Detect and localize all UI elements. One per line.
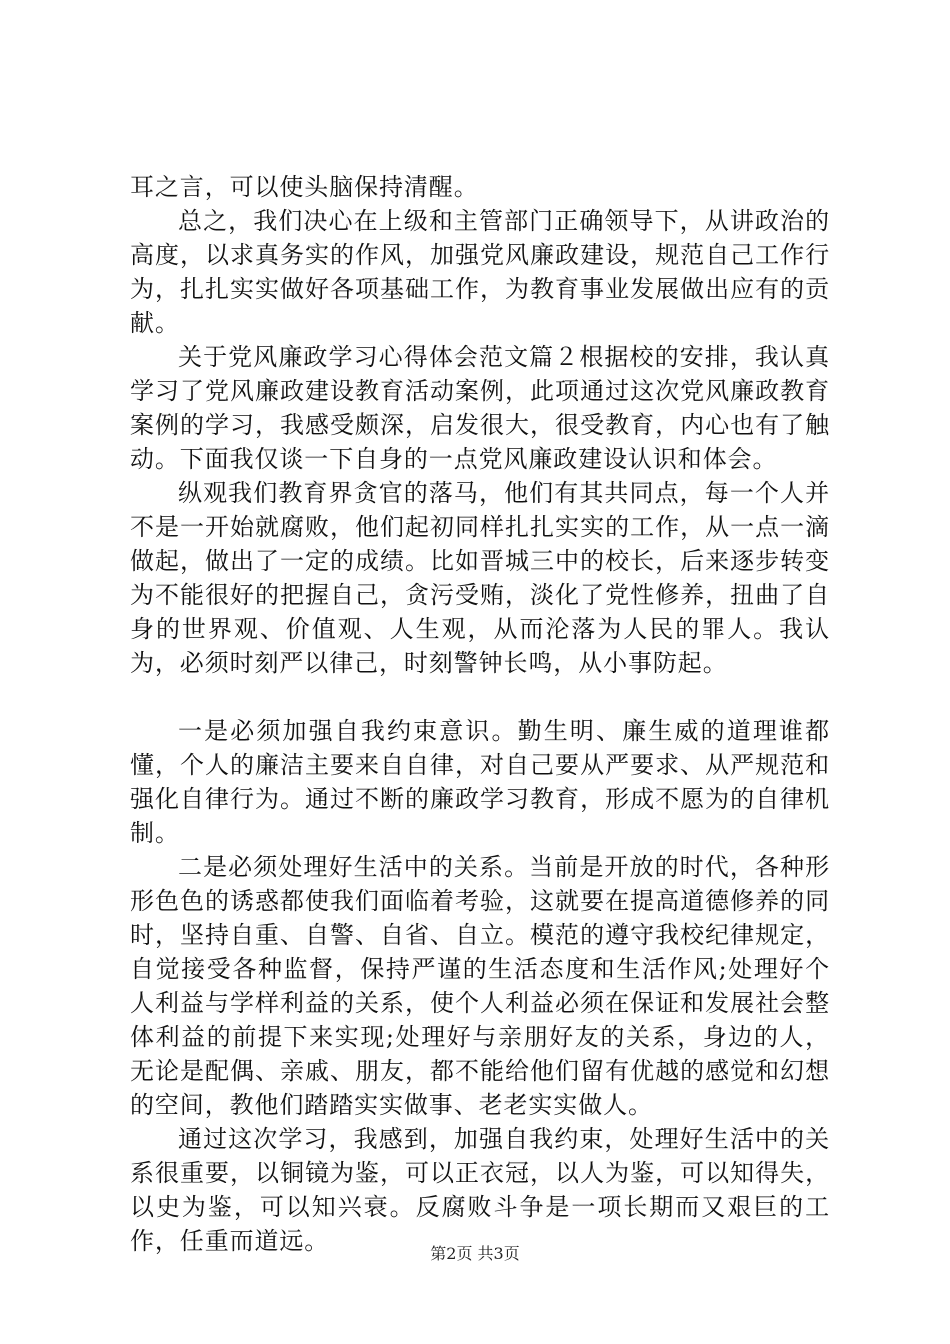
paragraph-point-two: 二是必须处理好生活中的关系。当前是开放的时代，各种形形色色的诱惑都使我们面临着考验，这就要在提高道德修养的同时，坚持自重、自警、自省、自立。模范的遵守我校纪律规定，自觉接受各种监督，保持严谨的生活态度和生活作风;处理好个人利益与学样利益的关系，使个人利益必须在保证和发展社会整体利益的前提下来实现;处理好与亲朋好友的关系，身边的人，无论是配偶、亲戚、朋友，都不能给他们留有优越的感觉和幻想的空间，教他们踏踏实实做事、老老实实做人。 (130, 853, 830, 1119)
document-body (130, 170, 830, 1258)
paragraph-point-one: 一是必须加强自我约束意识。勤生明、廉生威的道理谁都懂，个人的廉洁主要来自自律，对自己要从严要求、从严规范和强化自律行为。通过不断的廉政学习教育，形成不愿为的自律机制。 (130, 717, 830, 847)
paragraph-conclusion: 通过这次学习，我感到，加强自我约束，处理好生活中的关系很重要，以铜镜为鉴，可以正衣冠，以人为鉴，可以知得失，以史为鉴，可以知兴衰。反腐败斗争是一项长期而又艰巨的工作，任重而道远。 (130, 1125, 830, 1255)
page-number-footer: 第2页 共3页 (430, 1244, 520, 1263)
paragraph-essay-2-intro: 关于党风廉政学习心得体会范文篇２根据校的安排，我认真学习了党风廉政建设教育活动案例，此项通过这次党风廉政教育案例的学习，我感受颇深，启发很大，很受教育，内心也有了触动。下面我仅谈一下自身的一点党风廉政建设认识和体会。 (130, 343, 830, 473)
paragraph-summary: 总之，我们决心在上级和主管部门正确领导下，从讲政治的高度，以求真务实的作风，加强党风廉政建设，规范自己工作行为，扎扎实实做好各项基础工作，为教育事业发展做出应有的贡献。 (130, 207, 830, 337)
paragraph-observation: 纵观我们教育界贪官的落马，他们有其共同点，每一个人并不是一开始就腐败，他们起初同样扎扎实实的工作，从一点一滴做起，做出了一定的成绩。比如晋城三中的校长，后来逐步转变为不能很好的把握自己，贪污受贿，淡化了党性修养，扭曲了自身的世界观、价值观、人生观，从而沦落为人民的罪人。我认为，必须时刻严以律己，时刻警钟长鸣，从小事防起。 (130, 479, 830, 677)
paragraph-continuation: 耳之言，可以使头脑保持清醒。 (130, 173, 479, 201)
